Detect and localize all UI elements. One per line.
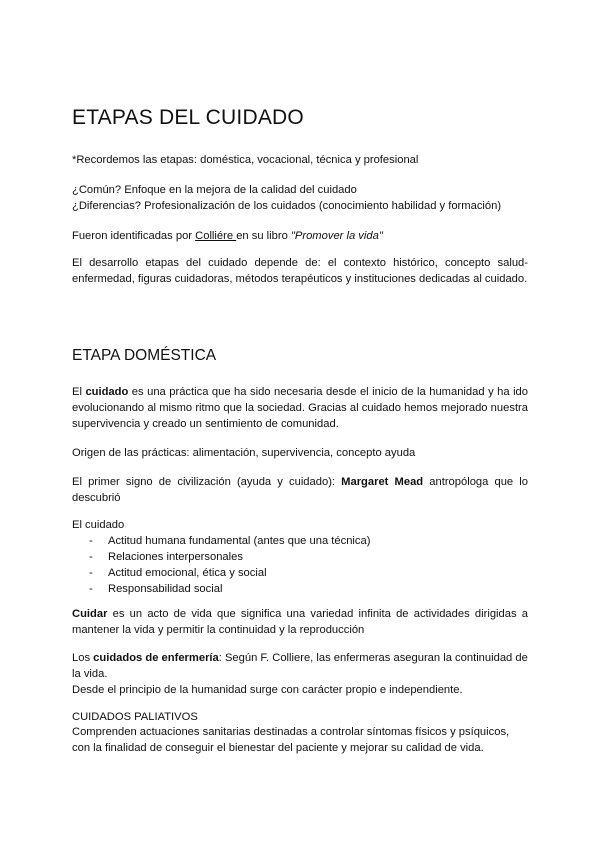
- first-sign-pre: El primer signo de civilización (ayuda y cuidado):: [72, 476, 342, 488]
- identified-mid: en su libro: [236, 230, 291, 242]
- palliative-heading: CUIDADOS PALIATIVOS: [72, 711, 198, 723]
- origin-paragraph: Origen de las prácticas: alimentación, supervivencia, concepto ayuda: [72, 447, 416, 459]
- list-item: [72, 581, 528, 597]
- development-paragraph: El desarrollo etapas del cuidado depende de: el contexto histórico, concepto salud-enfermedad, figuras cuidadoras, métodos terapéuticos y instituciones dedicadas al cuidado.: [72, 257, 528, 285]
- stages-recall: *Recordemos las etapas: doméstica, vocacional, técnica y profesional: [72, 154, 419, 166]
- list-item: [72, 549, 528, 565]
- care-post: es una práctica que ha sido necesaria desde el inicio de la humanidad y ha ido evolucionando al mismo ritmo que la sociedad. Gracias al cuidado hemos mejorado nuestra supervivencia y creado un sentimiento de comunidad.: [72, 386, 529, 430]
- author-collière: Colliére: [195, 230, 237, 242]
- margaret-mead: Margaret Mead: [341, 476, 424, 488]
- nursing-bold: cuidados de enfermería: [93, 652, 219, 664]
- identified-by: [72, 228, 528, 244]
- nursing-pre: Los: [72, 652, 94, 664]
- common-question: ¿Común? Enfoque en la mejora de la calidad del cuidado: [72, 184, 357, 196]
- list-dash: -: [89, 551, 93, 563]
- care-list: [72, 533, 528, 597]
- document-title: ETAPAS DEL CUIDADO: [72, 106, 304, 129]
- care-pre: El: [72, 386, 86, 398]
- section-heading-domestic: ETAPA DOMÉSTICA: [72, 347, 217, 364]
- first-sign-paragraph: [72, 474, 528, 506]
- list-item-text: Responsabilidad social: [108, 583, 223, 595]
- care-list-title: El cuidado: [72, 519, 125, 531]
- nursing-post: : Según F. Colliere, las enfermeras aseguran la continuidad de la vida.: [72, 652, 528, 680]
- nursing-line2: Desde el principio de la humanidad surge con carácter propio e independiente.: [72, 684, 463, 696]
- list-dash: -: [89, 567, 93, 579]
- list-item-text: Actitud emocional, ética y social: [108, 567, 267, 579]
- list-item-text: Actitud humana fundamental (antes que una técnica): [108, 535, 371, 547]
- care-paragraph: [72, 384, 528, 432]
- nursing-paragraph: [72, 650, 528, 698]
- cuidar-paragraph: [72, 606, 528, 638]
- list-item: [72, 565, 528, 581]
- first-sign-post: antropóloga que lo descubrió: [72, 476, 528, 504]
- list-item: [72, 533, 528, 549]
- cuidar-bold: Cuidar: [72, 608, 108, 620]
- list-dash: -: [89, 583, 93, 595]
- cuidar-post: es un acto de vida que significa una variedad infinita de actividades dirigidas a mantener la vida y permitir la continuidad y la reproducción: [72, 608, 528, 636]
- care-bold: cuidado: [85, 386, 129, 398]
- palliative-text: Comprenden actuaciones sanitarias destinadas a controlar síntomas físicos y psíquicos, con la finalidad de conseguir el bienestar del paciente y mejorar su calidad de vida.: [72, 726, 510, 754]
- list-item-text: Relaciones interpersonales: [108, 551, 243, 563]
- identified-prefix: Fueron identificadas por: [72, 230, 196, 242]
- differences-question: ¿Diferencias? Profesionalización de los cuidados (conocimiento habilidad y formación): [72, 200, 502, 212]
- list-dash: -: [89, 535, 93, 547]
- book-title: "Promover la vida": [290, 230, 383, 242]
